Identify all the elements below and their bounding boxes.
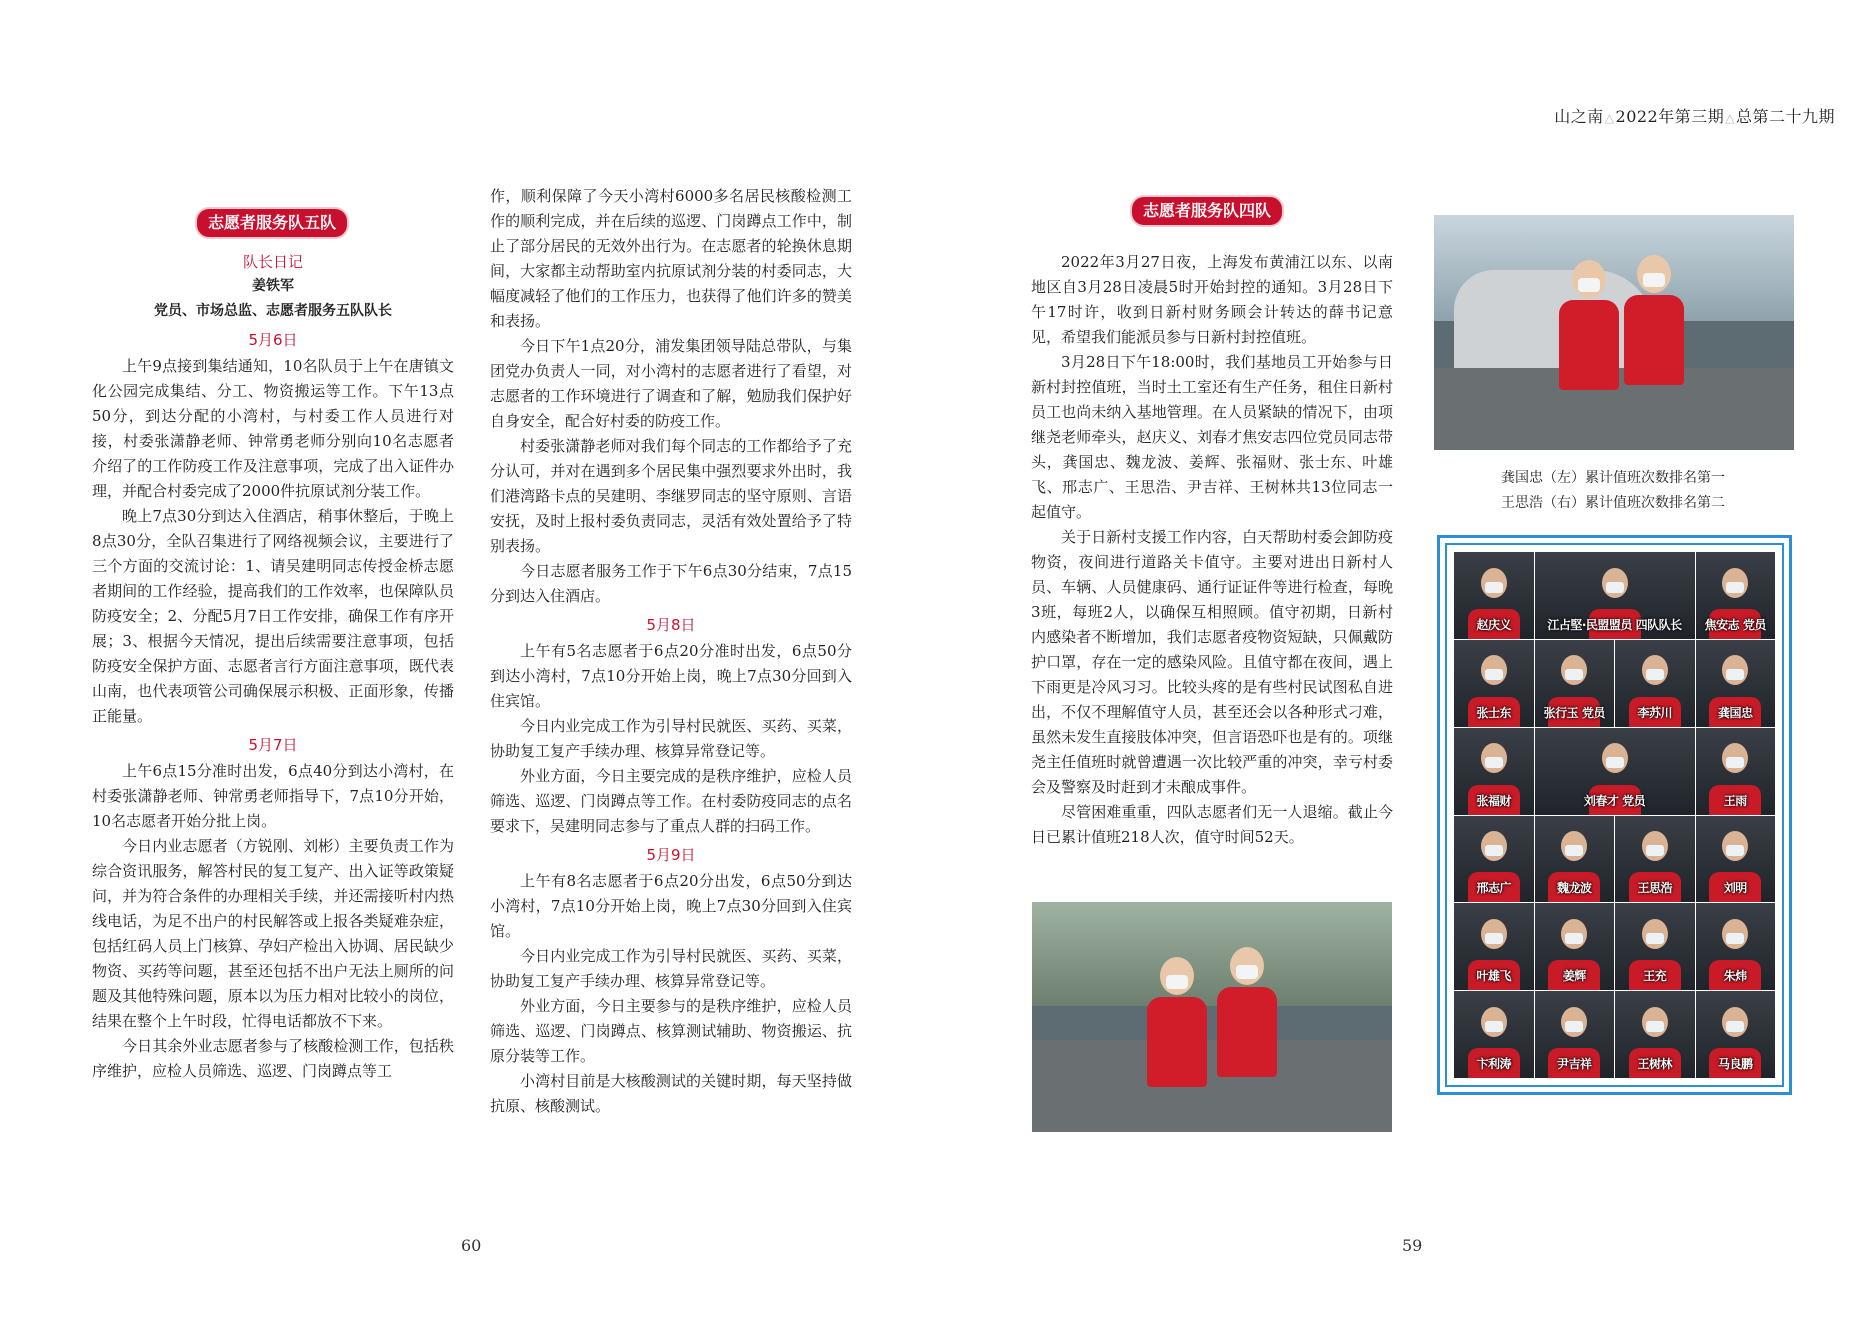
volunteer-name: 王思浩 <box>1637 881 1672 896</box>
triangle-separator-icon: △ <box>1604 111 1615 125</box>
volunteer-photo <box>1615 816 1695 903</box>
volunteer-name: 马良鹏 <box>1717 1057 1753 1071</box>
volunteer-photo <box>1535 728 1695 815</box>
volunteer-photo <box>1535 991 1615 1078</box>
issue-number: 2022年第三期 <box>1615 107 1725 126</box>
volunteer-photo <box>1454 816 1534 903</box>
volunteer-photo <box>1535 816 1615 903</box>
volunteer-name: 张行玉 党员 <box>1543 705 1605 720</box>
volunteer-name: 邢志广 <box>1476 881 1511 896</box>
paragraph: 今日内业完成工作为引导村民就医、买药、买菜，协助复工复产手续办理、核算异常登记等。 <box>490 717 852 760</box>
triangle-separator-icon: △ <box>1725 111 1735 125</box>
diary-date: 5月8日 <box>646 616 696 634</box>
paragraph: 上午9点接到集结通知，10名队员于上午在唐镇文化公园完成集结、分工、物资搬运等工作。下午13点50分，到达分配的小湾村，与村委工作人员进行对接，村委张潇静老师、钟常勇老师分别向10名志愿者介绍了的工作防疫工作及注意事项，完成了出入证件办理，并配合村委完成了2000件抗原试剂分装工作。 <box>92 357 454 500</box>
volunteer-name: 刘春才 党员 <box>1583 793 1646 808</box>
paragraph: 今日志愿者服务工作于下午6点30分结束，7点15分到达入住酒店。 <box>490 562 852 605</box>
paragraph: 村委张潇静老师对我们每个同志的工作都给予了充分认可，并对在遇到多个居民集中强烈要求外出时，我们港湾路卡点的吴建明、李继罗同志的坚守原则、言语安抚，及时上报村委负责同志，灵活有效处置给予了特别表扬。 <box>490 437 852 555</box>
volunteer-photo <box>1454 640 1534 727</box>
paragraph: 作，顺利保障了今天小湾村6000多名居民核酸检测工作的顺利完成，并在后续的巡逻、门岗蹲点工作中，制止了部分居民的无效外出行为。在志愿者的轮换休息期间，大家都主动帮助室内抗原试剂分装的村委同志，大幅度减轻了他们的工作压力，也获得了他们许多的赞美和表扬。 <box>490 187 852 330</box>
photo-caption <box>1433 466 1793 516</box>
author-title: 党员、市场总监、志愿者服务五队队长 <box>154 303 392 319</box>
running-header <box>1554 104 1835 127</box>
volunteer-photo <box>1454 991 1534 1078</box>
total-issue: 总第二十九期 <box>1735 107 1835 126</box>
paragraph: 上午有8名志愿者于6点20分出发，6点50分到达小湾村，7点10分开始上岗，晚上7点30分回到入住宾馆。 <box>490 872 852 940</box>
volunteer-photo <box>1696 728 1776 815</box>
paragraph: 上午6点15分准时出发，6点40分到达小湾村，在村委张潇静老师、钟常勇老师指导下，7点10分开始，10名志愿者开始分批上岗。 <box>92 762 454 830</box>
volunteer-photo <box>1615 640 1695 727</box>
volunteer-name: 焦安志 党员 <box>1704 617 1766 632</box>
volunteer-photo <box>1696 903 1776 990</box>
volunteer-name: 王雨 <box>1723 793 1747 808</box>
diary-date: 5月9日 <box>646 846 696 864</box>
photo-two-volunteers-car <box>1434 215 1794 450</box>
paragraph: 今日下午1点20分，浦发集团领导陆总带队，与集团党办负责人一同，对小湾村的志愿者进行了看望，对志愿者的工作环境进行了调查和了解，勉励我们保护好自身安全，配合好村委的防疫工作。 <box>490 337 852 430</box>
team-four-banner: 志愿者服务队四队 <box>1132 197 1282 225</box>
photo-checkpoint-volunteers <box>1032 902 1392 1132</box>
left-column-2 <box>490 184 852 1119</box>
volunteer-name: 叶雄飞 <box>1476 969 1511 984</box>
volunteer-photo <box>1454 728 1534 815</box>
volunteer-photo <box>1696 552 1776 639</box>
volunteer-name: 龚国忠 <box>1717 705 1753 720</box>
volunteer-name: 尹吉祥 <box>1556 1057 1592 1071</box>
column-body <box>490 184 852 1119</box>
paragraph: 今日内业完成工作为引导村民就医、买药、买菜，协助复工复产手续办理、核算异常登记等。 <box>490 947 852 990</box>
volunteer-photo <box>1454 903 1534 990</box>
diary-date: 5月7日 <box>248 736 298 754</box>
paragraph: 上午有5名志愿者于6点20分准时出发，6点50分到达小湾村，7点10分开始上岗，晚上7点30分回到入住宾馆。 <box>490 642 852 710</box>
volunteer-photo <box>1535 552 1695 639</box>
volunteer-photo <box>1454 552 1534 639</box>
volunteer-name: 张士东 <box>1476 705 1511 720</box>
volunteer-photo <box>1535 903 1615 990</box>
volunteer-photo <box>1696 991 1776 1078</box>
page-number-right: 59 <box>1402 1236 1423 1255</box>
column-body <box>1031 250 1393 850</box>
paragraph: 外业方面，今日主要参与的是秩序维护，应检人员筛选、巡逻、门岗蹲点、核算测试辅助、物资搬运、抗原分装等工作。 <box>490 997 852 1065</box>
author-name: 姜铁军 <box>252 278 294 294</box>
volunteer-photo <box>1615 903 1695 990</box>
volunteer-name: 姜辉 <box>1562 969 1586 984</box>
magazine-name: 山之南 <box>1554 107 1604 126</box>
team-photo-grid-frame <box>1437 535 1792 1095</box>
paragraph: 3月28日下午18:00时，我们基地员工开始参与日新村封控值班，当时土工室还有生产任务，租住日新村员工也尚未纳入基地管理。在人员紧缺的情况下，由项继尧老师牵头，赵庆义、刘春才焦安志四位党员同志带头，龚国忠、魏龙波、姜辉、张福财、张士东、叶雄飞、邢志广、王思浩、尹吉祥、王树林共13位同志一起值守。 <box>1031 353 1393 521</box>
volunteer-name: 王充 <box>1643 969 1667 984</box>
volunteer-name: 赵庆义 <box>1476 617 1511 632</box>
caption-line-2: 王思浩（右）累计值班次数排名第二 <box>1501 495 1725 511</box>
paragraph: 外业方面，今日主要完成的是秩序维护，应检人员筛选、巡逻、门岗蹲点等工作。在村委防疫同志的点名要求下，吴建明同志参与了重点人群的扫码工作。 <box>490 767 852 835</box>
paragraph: 晚上7点30分到达入住酒店，稍事休整后，于晚上8点30分，全队召集进行了网络视频会议，主要进行了三个方面的交流讨论：1、请吴建明同志传授金桥志愿者期间的工作经验，提高我们的工作效率，也保障队员防疫安全；2、分配5月7日工作安排，确保工作有序开展；3、根据今天情况，提出后续需要注意事项，包括防疫安全保护方面、志愿者言行方面注意事项，既代表山南，也代表项管公司确保展示积极、正面形象，传播正能量。 <box>92 507 454 725</box>
volunteer-name: 魏龙波 <box>1556 881 1592 896</box>
volunteer-name: 卞利涛 <box>1476 1057 1511 1071</box>
paragraph: 关于日新村支援工作内容，白天帮助村委会卸防疫物资，夜间进行道路关卡值守。主要对进出日新村人员、车辆、人员健康码、通行证证件等进行检查，每晚3班，每班2人，以确保互相照顾。值守初期，日新村内感染者不断增加，我们志愿者疫物资短缺，只佩戴防护口罩，存在一定的感染风险。且值守都在夜间，遇上下雨更是冷风习习。比较头疼的是有些村民试图私自进出，不仅不理解值守人员，甚至还会以各种形式刁难，虽然未发生直接肢体冲突，但言语恐吓也是有的。项继尧主任值班时就曾遭遇一次比较严重的冲突，幸亏村委会及警察及时赶到才未酿成事件。 <box>1031 528 1393 796</box>
column-body <box>92 328 454 1084</box>
left-column-1 <box>92 250 454 1084</box>
volunteer-photo <box>1696 816 1776 903</box>
volunteer-photo <box>1696 640 1776 727</box>
diary-date: 5月6日 <box>248 331 298 349</box>
volunteer-name: 江占堅·民盟盟员 四队队长 <box>1547 617 1682 632</box>
right-column-text <box>1031 250 1393 850</box>
caption-line-1: 龚国忠（左）累计值班次数排名第一 <box>1501 470 1725 486</box>
diary-subtitle: 队长日记 <box>242 253 303 271</box>
paragraph: 尽管困难重重，四队志愿者们无一人退缩。截止今日已累计值班218人次，值守时间52天。 <box>1031 803 1393 846</box>
page-number-left: 60 <box>461 1236 482 1255</box>
volunteer-name: 王树林 <box>1637 1057 1672 1071</box>
volunteer-photo <box>1615 991 1695 1078</box>
volunteer-name: 张福财 <box>1476 793 1511 808</box>
paragraph: 小湾村目前是大核酸测试的关键时期，每天坚持做抗原、核酸测试。 <box>490 1072 852 1115</box>
team-photo-grid <box>1445 543 1784 1087</box>
volunteer-name: 李苏川 <box>1637 705 1672 720</box>
volunteer-name: 刘明 <box>1723 881 1747 896</box>
paragraph: 2022年3月27日夜，上海发布黄浦江以东、以南地区自3月28日凌晨5时开始封控的通知。3月28日下午17时许，收到日新村财务顾会计转达的薛书记意见，希望我们能派员参与日新村封控值班。 <box>1031 253 1393 346</box>
volunteer-name: 朱炜 <box>1723 969 1747 984</box>
paragraph: 今日内业志愿者（方锐刚、刘彬）主要负责工作为综合资讯服务，解答村民的复工复产、出入证等政策疑问，并为符合条件的办理相关手续，并还需接听村内热线电话，为足不出户的村民解答或上报各类疑难杂症，包括红码人员上门核算、孕妇产检出入协调、居民缺少物资、买药等问题，甚至还包括不出户无法上厕所的问题及其他特殊问题，原本以为压力相对比较小的岗位，结果在整个上午时段，忙得电话都放不下来。 <box>92 837 454 1030</box>
team-five-banner: 志愿者服务队五队 <box>197 209 347 237</box>
volunteer-photo <box>1535 640 1615 727</box>
paragraph: 今日其余外业志愿者参与了核酸检测工作，包括秩序维护，应检人员筛选、巡逻、门岗蹲点等工 <box>92 1037 454 1080</box>
